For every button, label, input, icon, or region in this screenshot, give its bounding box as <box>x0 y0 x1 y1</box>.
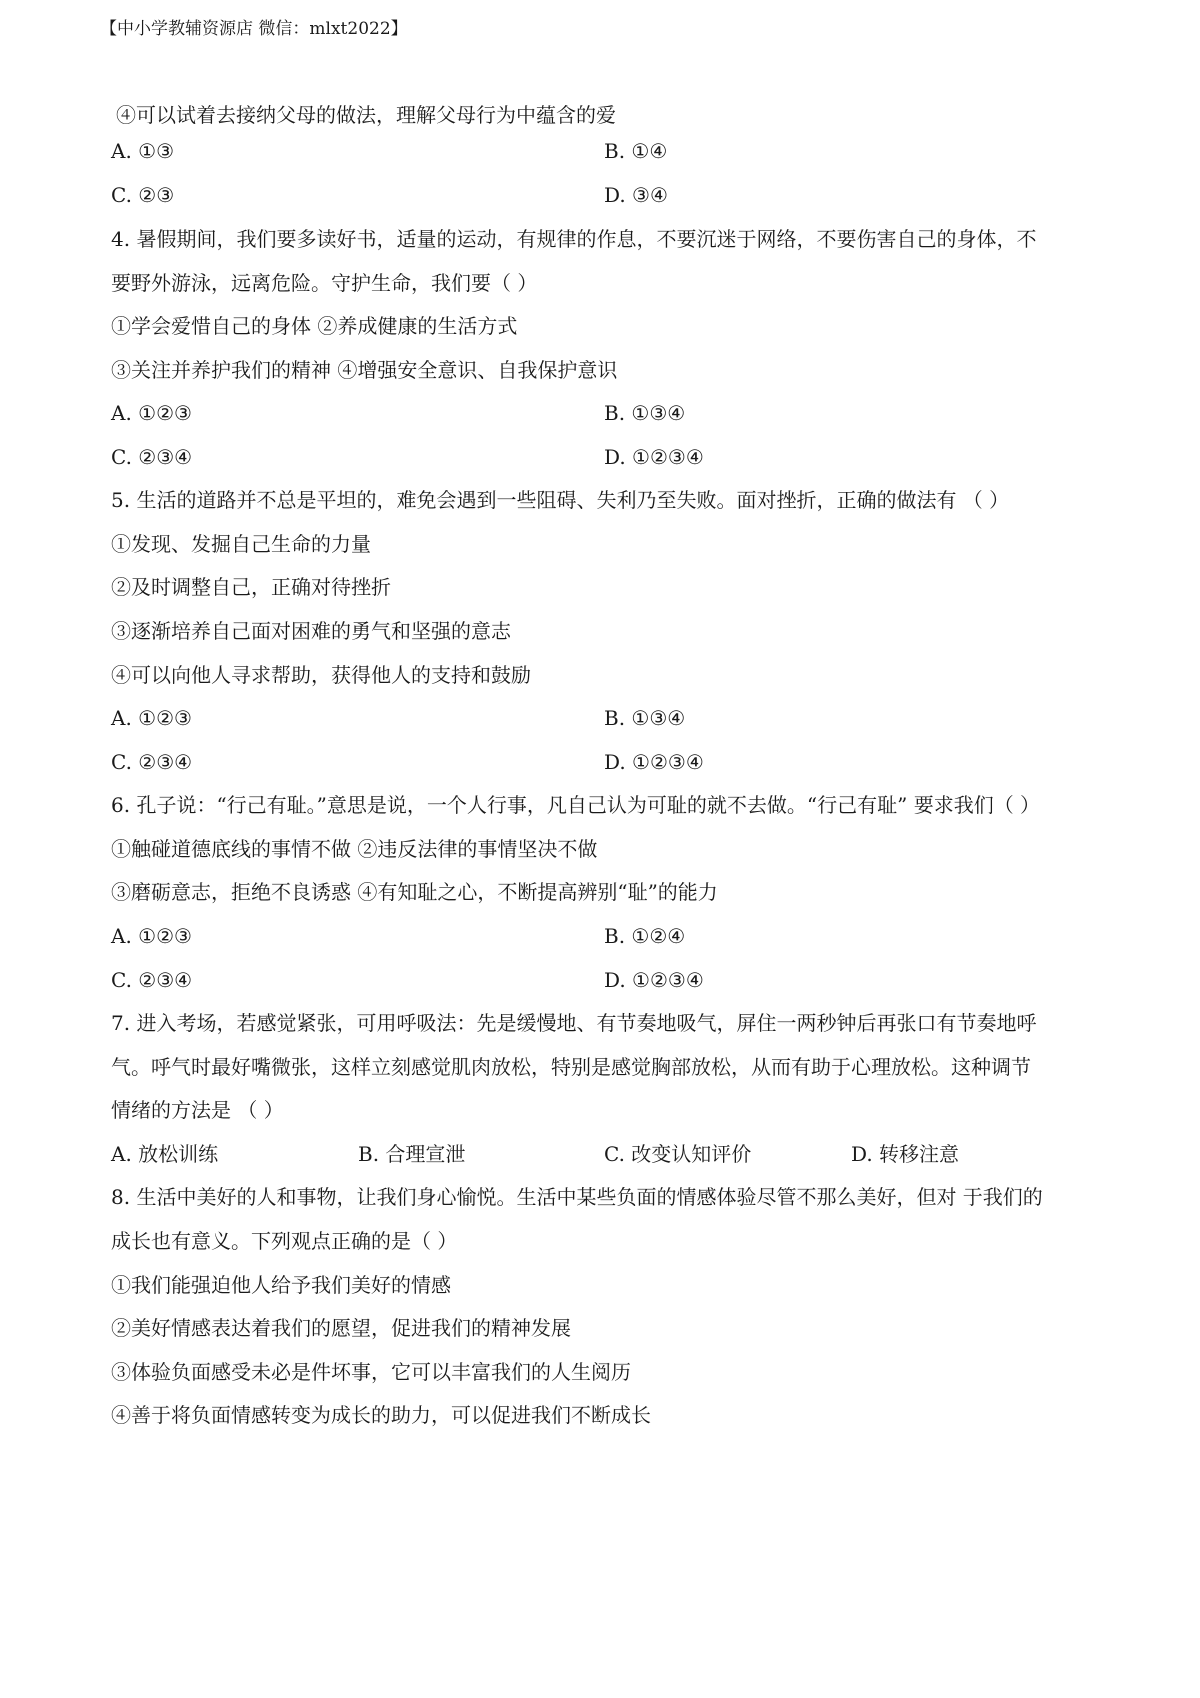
q5-option-c: C. ②③④ <box>111 750 193 774</box>
q5-statement-2: ②及时调整自己，正确对待挫折 <box>111 575 391 599</box>
q8-statement-1: ①我们能强迫他人给予我们美好的情感 <box>111 1273 451 1297</box>
q7-option-b: B. 合理宣泄 <box>358 1142 466 1166</box>
q8-stem-line-1: 8. 生活中美好的人和事物，让我们身心愉悦。生活中某些负面的情感体验尽管不那么美好，但对 于我们的 <box>111 1185 1043 1209</box>
q7-option-c: C. 改变认知评价 <box>604 1142 752 1166</box>
q5-statement-4: ④可以向他人寻求帮助，获得他人的支持和鼓励 <box>111 663 531 687</box>
q4-option-b: B. ①③④ <box>604 401 686 425</box>
q5-option-a: A. ①②③ <box>111 706 192 730</box>
q4-statements-line-1: ①学会爱惜自己的身体 ②养成健康的生活方式 <box>111 314 518 338</box>
q7-option-a: A. 放松训练 <box>111 1142 219 1166</box>
q7-stem-line-1: 7. 进入考场，若感觉紧张，可用呼吸法：先是缓慢地、有节奏地吸气，屏住一两秒钟后再张口有节奏地呼 <box>111 1011 1037 1035</box>
q7-stem-line-2: 气。呼气时最好嘴微张，这样立刻感觉肌肉放松，特别是感觉胸部放松，从而有助于心理放松。这种调节 <box>111 1055 1031 1079</box>
q6-statements-line-1: ①触碰道德底线的事情不做 ②违反法律的事情坚决不做 <box>111 837 598 861</box>
q8-statement-2: ②美好情感表达着我们的愿望，促进我们的精神发展 <box>111 1316 571 1340</box>
q4-option-d: D. ①②③④ <box>604 445 704 469</box>
q7-option-d: D. 转移注意 <box>851 1142 960 1166</box>
q6-option-d: D. ①②③④ <box>604 968 704 992</box>
q5-option-b: B. ①③④ <box>604 706 686 730</box>
q6-option-c: C. ②③④ <box>111 968 193 992</box>
q8-stem-line-2: 成长也有意义。下列观点正确的是（ ） <box>111 1229 458 1253</box>
q8-statement-3: ③体验负面感受未必是件坏事，它可以丰富我们的人生阅历 <box>111 1360 631 1384</box>
q3-statement-4: ④可以试着去接纳父母的做法，理解父母行为中蕴含的爱 <box>116 103 616 127</box>
q6-option-a: A. ①②③ <box>111 924 192 948</box>
q3-option-b: B. ①④ <box>604 139 668 163</box>
q6-statements-line-2: ③磨砺意志，拒绝不良诱惑 ④有知耻之心，不断提高辨别“耻”的能力 <box>111 880 718 904</box>
q4-statements-line-2: ③关注并养护我们的精神 ④增强安全意识、自我保护意识 <box>111 358 618 382</box>
q3-option-a: A. ①③ <box>111 139 175 163</box>
q8-statement-4: ④善于将负面情感转变为成长的助力，可以促进我们不断成长 <box>111 1403 651 1427</box>
q6-option-b: B. ①②④ <box>604 924 686 948</box>
q7-stem-line-3: 情绪的方法是 （ ） <box>111 1098 284 1122</box>
q4-stem-line-1: 4. 暑假期间，我们要多读好书，适量的运动，有规律的作息，不要沉迷于网络，不要伤害自己的身体，不 <box>111 227 1037 251</box>
q5-stem: 5. 生活的道路并不总是平坦的，难免会遇到一些阻碍、失利乃至失败。面对挫折，正确的做法有 （ ） <box>111 488 1010 512</box>
q3-option-d: D. ③④ <box>604 183 668 207</box>
q5-statement-3: ③逐渐培养自己面对困难的勇气和坚强的意志 <box>111 619 511 643</box>
q4-option-a: A. ①②③ <box>111 401 192 425</box>
q5-option-d: D. ①②③④ <box>604 750 704 774</box>
q5-statement-1: ①发现、发掘自己生命的力量 <box>111 532 371 556</box>
q4-stem-line-2: 要野外游泳，远离危险。守护生命，我们要（ ） <box>111 271 538 295</box>
q4-option-c: C. ②③④ <box>111 445 193 469</box>
q6-stem: 6. 孔子说：“行己有耻。”意思是说，一个人行事，凡自己认为可耻的就不去做。“行己有耻” 要求我们（ ） <box>111 793 1041 817</box>
page-header: 【中小学教辅资源店 微信：mlxt2022】 <box>100 19 408 39</box>
q3-option-c: C. ②③ <box>111 183 175 207</box>
